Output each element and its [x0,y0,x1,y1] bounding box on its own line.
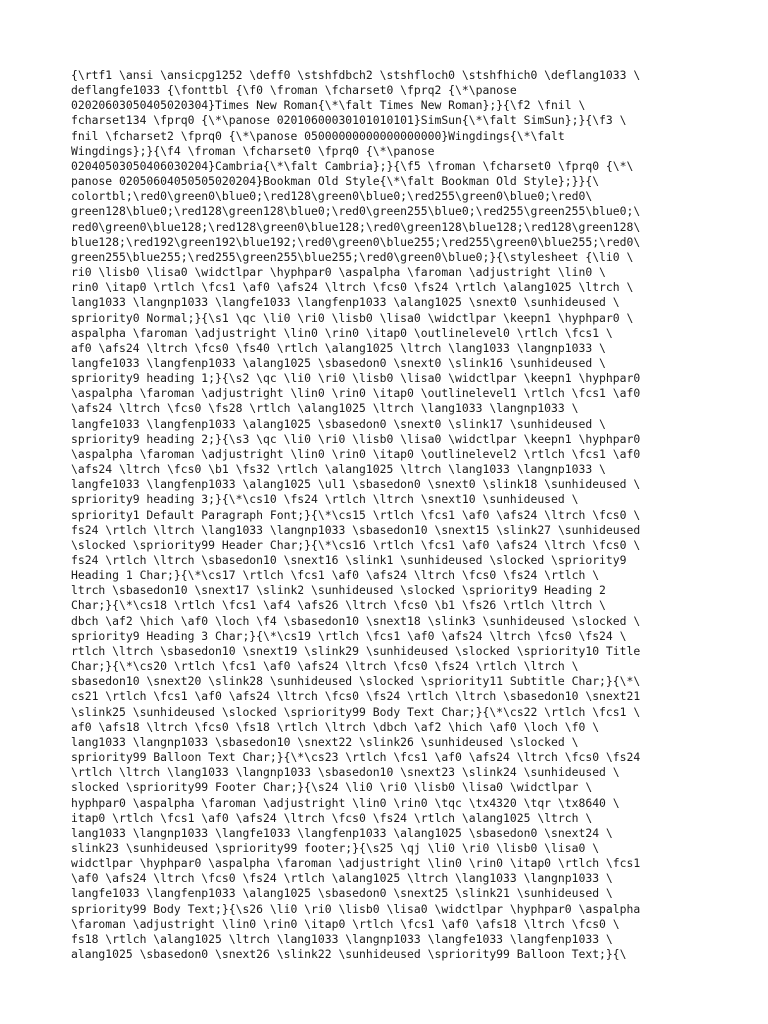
text-line: fnil \fcharset2 \fprq0 {\*\panose 05000000000000000000}Wingdings{\*\falt [71,128,565,143]
text-line: \aspalpha \faroman \adjustright \lin0 \rin0 \itap0 \outlinelevel1 \rtlch \fcs1 \af0 [71,386,641,401]
text-line: rtlch \ltrch \sbasedon10 \snext19 \slink29 \sunhideused \slocked \spriority10 Title [71,643,641,658]
text-line: spriority99 Body Text;}{\s26 \li0 \ri0 \lisb0 \lisa0 \widctlpar \hyphpar0 \aspalpha [71,901,641,916]
text-line: aspalpha \faroman \adjustright \lin0 \rin0 \itap0 \outlinelevel0 \rtlch \fcs1 \ [71,325,613,340]
text-line: hyphpar0 \aspalpha \faroman \adjustright \lin0 \rin0 \tqc \tx4320 \tqr \tx8640 \ [71,795,620,810]
text-line: colortbl;\red0\green0\blue0;\red128\green0\blue0;\red255\green0\blue0;\red0\ [71,189,593,204]
text-line: spriority9 heading 3;}{\*\cs10 \fs24 \rtlch \ltrch \snext10 \sunhideused \ [71,492,579,507]
text-line: lang1033 \langnp1033 \langfe1033 \langfenp1033 \alang1025 \snext0 \sunhideused \ [71,295,620,310]
text-line: \afs24 \ltrch \fcs0 \fs28 \rtlch \alang1025 \ltrch \lang1033 \langnp1033 \ [71,401,579,416]
text-line: alang1025 \sbasedon0 \snext26 \slink22 \sunhideused \spriority99 Balloon Text;}{\ [71,947,627,962]
text-line: \faroman \adjustright \lin0 \rin0 \itap0 \rtlch \fcs1 \af0 \afs18 \ltrch \fcs0 \ [71,916,620,931]
text-line: af0 \afs18 \ltrch \fcs0 \fs18 \rtlch \ltrch \dbch \af2 \hich \af0 \loch \f0 \ [71,719,600,734]
text-line: \afs24 \ltrch \fcs0 \b1 \fs32 \rtlch \alang1025 \ltrch \lang1033 \langnp1033 \ [71,462,606,477]
text-line: fs18 \rtlch \alang1025 \ltrch \lang1033 \langnp1033 \langfe1033 \langfenp1033 \ [71,931,613,946]
text-line: ri0 \lisb0 \lisa0 \widctlpar \hyphpar0 \aspalpha \faroman \adjustright \lin0 \ [71,265,606,280]
text-line: af0 \afs24 \ltrch \fcs0 \fs40 \rtlch \alang1025 \ltrch \lang1033 \langnp1033 \ [71,340,606,355]
text-line: langfe1033 \langfenp1033 \alang1025 \ul1 \sbasedon0 \snext0 \slink18 \sunhideused \ [71,477,641,492]
rtf-source-text [71,68,711,962]
text-line: green128\blue0;\red128\green128\blue0;\red0\green255\blue0;\red255\green255\blue0;\ [71,204,641,219]
text-line: spriority1 Default Paragraph Font;}{\*\cs15 \rtlch \fcs1 \af0 \afs24 \ltrch \fcs0 \ [71,507,641,522]
text-line: spriority9 heading 1;}{\s2 \qc \li0 \ri0 \lisb0 \lisa0 \widctlpar \keepn1 \hyphpar0 [71,371,641,386]
text-line: panose 02050604050505020204}Bookman Old Style{\*\falt Bookman Old Style};}}{\ [71,174,600,189]
text-line: cs21 \rtlch \fcs1 \af0 \afs24 \ltrch \fcs0 \fs24 \rtlch \ltrch \sbasedon10 \snext21 [71,689,641,704]
text-line: 02040503050406030204}Cambria{\*\falt Cambria};}{\f5 \froman \fcharset0 \fprq0 {\*\ [71,158,634,173]
text-line: Char;}{\*\cs20 \rtlch \fcs1 \af0 \afs24 \ltrch \fcs0 \fs24 \rtlch \ltrch \ [71,659,579,674]
text-line: 02020603050405020304}Times New Roman{\*\falt Times New Roman};}{\f2 \fnil \ [71,98,586,113]
text-line: blue128;\red192\green192\blue192;\red0\green0\blue255;\red255\green0\blue255;\red0\ [71,234,641,249]
text-line: langfe1033 \langfenp1033 \alang1025 \sbasedon0 \snext0 \slink17 \sunhideused \ [71,416,606,431]
text-line: rin0 \itap0 \rtlch \fcs1 \af0 \afs24 \ltrch \fcs0 \fs24 \rtlch \alang1025 \ltrch \ [71,280,634,295]
text-line: fs24 \rtlch \ltrch \sbasedon10 \snext16 \slink1 \sunhideused \slocked \spriority9 [71,553,627,567]
text-line: Wingdings};}{\f4 \froman \fcharset0 \fprq0 {\*\panose [71,143,435,158]
text-line: deflangfe1033 {\fonttbl {\f0 \froman \fcharset0 \fprq2 {\*\panose [71,83,517,98]
text-line: slink23 \sunhideused \spriority99 footer;}{\s25 \qj \li0 \ri0 \lisb0 \lisa0 \ [71,840,600,855]
text-line: spriority0 Normal;}{\s1 \qc \li0 \ri0 \lisb0 \lisa0 \widctlpar \keepn1 \hyphpar0 \ [71,310,634,325]
text-line: lang1033 \langnp1033 \langfe1033 \langfenp1033 \alang1025 \sbasedon0 \snext24 \ [71,825,613,840]
text-line: \af0 \afs24 \ltrch \fcs0 \fs24 \rtlch \alang1025 \ltrch \lang1033 \langnp1033 \ [71,871,613,886]
text-line: slocked \spriority99 Footer Char;}{\s24 \li0 \ri0 \lisb0 \lisa0 \widctlpar \ [71,780,593,795]
text-line: \slink25 \sunhideused \slocked \spriority99 Body Text Char;}{\*\cs22 \rtlch \fcs1 \ [71,704,641,719]
text-line: itap0 \rtlch \fcs1 \af0 \afs24 \ltrch \fcs0 \fs24 \rtlch \alang1025 \ltrch \ [71,810,593,825]
text-line: \slocked \spriority99 Header Char;}{\*\cs16 \rtlch \fcs1 \af0 \afs24 \ltrch \fcs0 \ [71,537,641,552]
text-line: langfe1033 \langfenp1033 \alang1025 \sbasedon0 \snext25 \slink21 \sunhideused \ [71,886,613,901]
text-line: \rtlch \ltrch \lang1033 \langnp1033 \sbasedon10 \snext23 \slink24 \sunhideused \ [71,765,620,780]
text-line: spriority99 Balloon Text Char;}{\*\cs23 \rtlch \fcs1 \af0 \afs24 \ltrch \fcs0 \fs24 [71,750,641,765]
text-line: \aspalpha \faroman \adjustright \lin0 \rin0 \itap0 \outlinelevel2 \rtlch \fcs1 \af0 [71,446,641,461]
text-line: green255\blue255;\red255\green255\blue255;\red0\green0\blue0;}{\stylesheet {\li0 \ [71,249,634,264]
text-line: spriority9 heading 2;}{\s3 \qc \li0 \ri0 \lisb0 \lisa0 \widctlpar \keepn1 \hyphpar0 [71,431,641,446]
text-line: red0\green0\blue128;\red128\green0\blue128;\red0\green128\blue128;\red128\green128\ [71,219,641,234]
text-line: fcharset134 \fprq0 {\*\panose 02010600030101010101}SimSun{\*\falt SimSun};}{\f3 \ [71,113,627,128]
text-line: spriority9 Heading 3 Char;}{\*\cs19 \rtlch \fcs1 \af0 \afs24 \ltrch \fcs0 \fs24 \ [71,628,627,643]
text-line: sbasedon10 \snext20 \slink28 \sunhideused \slocked \spriority11 Subtitle Char;}{\*\ [71,674,641,689]
text-line: ltrch \sbasedon10 \snext17 \slink2 \sunhideused \slocked \spriority9 Heading 2 [71,583,606,598]
text-line: dbch \af2 \hich \af0 \loch \f4 \sbasedon10 \snext18 \slink3 \sunhideused \slocked \ [71,613,641,628]
text-line: widctlpar \hyphpar0 \aspalpha \faroman \adjustright \lin0 \rin0 \itap0 \rtlch \fcs1 [71,856,641,871]
text-line: Heading 1 Char;}{\*\cs17 \rtlch \fcs1 \af0 \afs24 \ltrch \fcs0 \fs24 \rtlch \ [71,568,600,583]
text-line: lang1033 \langnp1033 \sbasedon10 \snext22 \slink26 \sunhideused \slocked \ [71,734,579,749]
document-page [71,68,711,962]
text-line: fs24 \rtlch \ltrch \lang1033 \langnp1033 \sbasedon10 \snext15 \slink27 \sunhideused [71,522,641,537]
text-line: Char;}{\*\cs18 \rtlch \fcs1 \af4 \afs26 \ltrch \fcs0 \b1 \fs26 \rtlch \ltrch \ [71,598,606,613]
text-line: langfe1033 \langfenp1033 \alang1025 \sbasedon0 \snext0 \slink16 \sunhideused \ [71,355,606,370]
text-line: {\rtf1 \ansi \ansicpg1252 \deff0 \stshfdbch2 \stshfloch0 \stshfhich0 \deflang1033 \ [71,68,641,82]
